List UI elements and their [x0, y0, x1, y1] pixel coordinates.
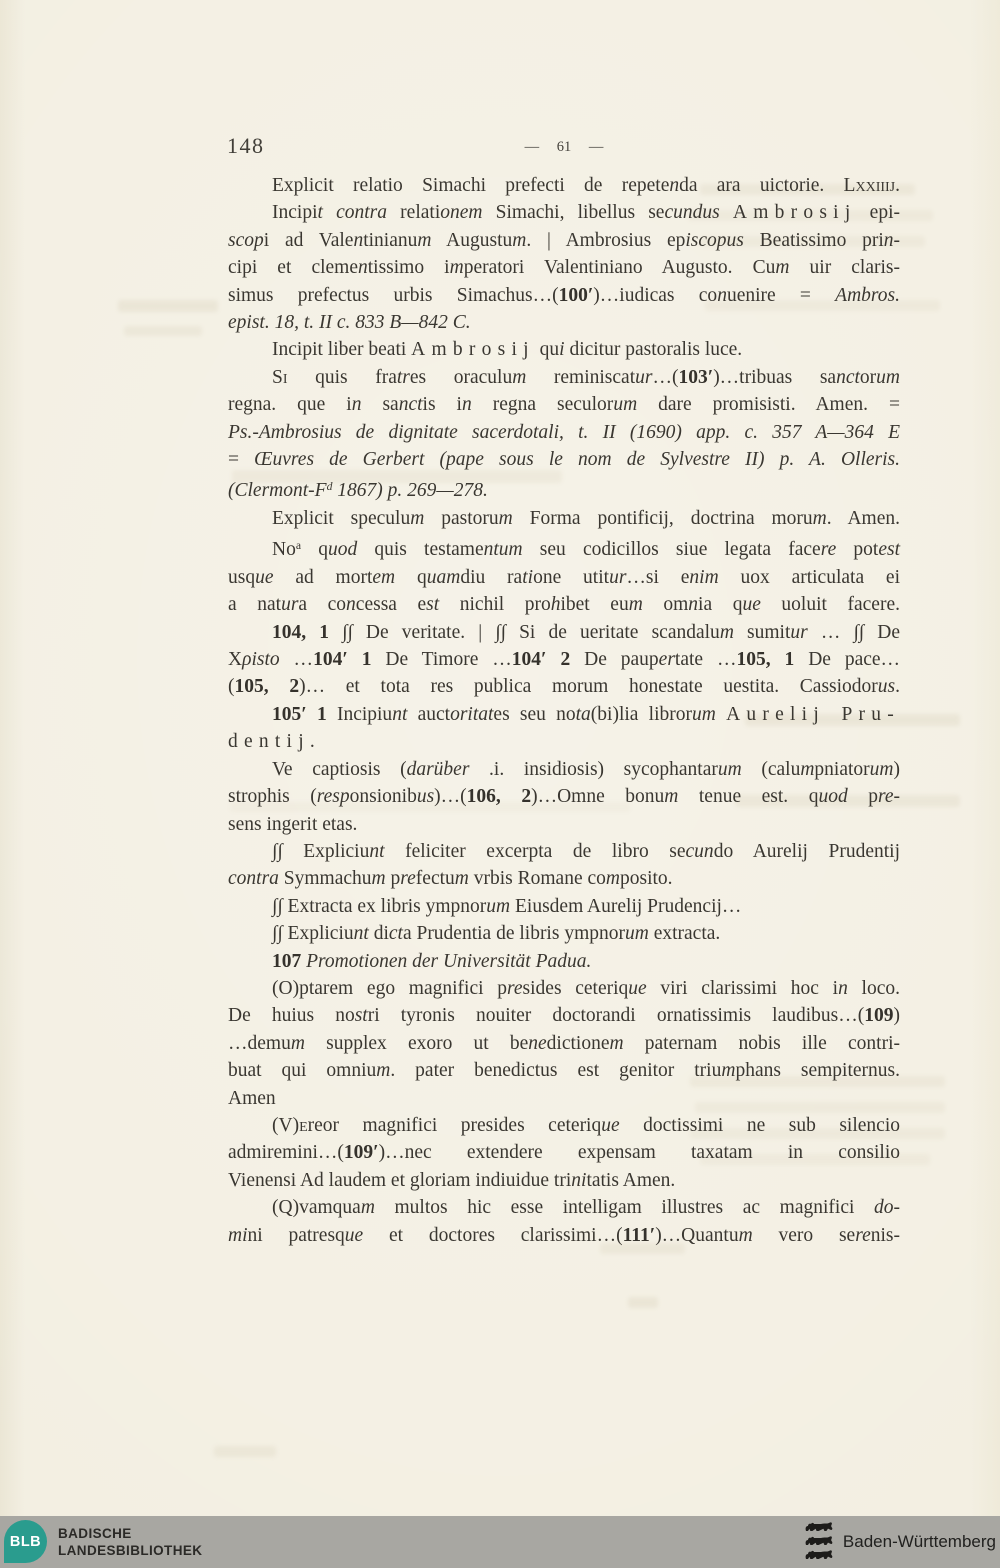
library-name-line2: LANDESBIBLIOTHEK: [58, 1543, 203, 1558]
text-line: cipi et clementissimo imperatori Valentiniano Augusto. Cum uir claris-: [228, 257, 900, 279]
text-line: admiremini…(109′)…nec extendere expensam taxatam in consilio: [228, 1142, 900, 1164]
paragraph: [228, 920, 900, 947]
text-line: ∫∫ Extracta ex libris ympnorum Eiusdem Aurelij Prudencij…: [272, 895, 742, 917]
text-line: 107 Promotionen der Universität Padua.: [272, 950, 592, 972]
text-line: Ve captiosis (darüber .i. insidiosis) sycophantarum (calumpniatorum): [272, 758, 900, 780]
paragraph: [228, 199, 900, 336]
text-line: mini patresque et doctores clarissimi…(111′)…Quantum vero serenis-: [228, 1224, 900, 1246]
text-line: ∫∫ Expliciunt dicta Prudentia de libris ympnorum extracta.: [272, 923, 721, 945]
paragraph: [228, 619, 900, 701]
text-line: Incipit liber beati Ambrosij qui dicitur pastoralis luce.: [272, 339, 743, 361]
text-line: sens ingerit etas.: [228, 813, 358, 835]
footer-bar: [0, 1516, 1000, 1568]
text-line: ∫∫ Expliciunt feliciter excerpta de libro secundo Aurelij Prudentij: [272, 840, 900, 862]
paragraph: [228, 838, 900, 893]
paragraph: [228, 364, 900, 505]
text-line: ($Clermont-F^d$ 1867) p. 269—278.: [228, 480, 488, 502]
running-head-page-number: — 61 —: [524, 139, 604, 155]
text-block: [228, 172, 900, 1249]
text-line: regna. que in sanctis in regna seculorum dare promisisti. Amen. =: [228, 394, 900, 416]
text-line: Incipit contra relationem Simachi, libellus secundus Ambrosij epi-: [272, 202, 900, 224]
text-line: usque ad mortem quamdiu ratione utitur…si enim uox articulata ei: [228, 566, 900, 588]
text-line: a natura concessa est nichil prohibet eum omnia que uoluit facere.: [228, 594, 900, 616]
text-line: (O)ptarem ego magnifici presides ceterique viri clarissimi hoc in loco.: [272, 977, 900, 999]
library-name-line1: BADISCHE: [58, 1526, 132, 1541]
ghost-text: [214, 1446, 276, 1457]
text-line: …demum supplex exoro ut benedictionem paternam nobis ille contri-: [228, 1032, 900, 1054]
text-line: Ps.-Ambrosius de dignitate sacerdotali, t. II (1690) app. c. 357 A—364 E: [228, 421, 900, 443]
paragraph: [228, 756, 900, 838]
ghost-text: [628, 1297, 658, 1308]
paragraph: [228, 701, 900, 756]
library-name: [58, 1525, 202, 1559]
text-line: dentij.: [228, 731, 321, 753]
paragraph: [228, 172, 900, 199]
text-line: No$^a$ quod quis testamentum seu codicillos siue legata facere potest: [272, 539, 900, 561]
text-line: Xρisto …104′ 1 De Timore …104′ 2 De paupertate …105, 1 De pace…: [228, 649, 901, 671]
text-line: strophis (responsionibus)…(106, 2)…Omne bonum tenue est. quod pre-: [228, 786, 901, 808]
text-line: Amen: [228, 1087, 276, 1109]
paragraph: [228, 532, 900, 618]
paragraph: [228, 1112, 900, 1194]
paragraph: [228, 1194, 900, 1249]
blb-logo-icon: [4, 1520, 47, 1563]
text-line: Explicit relatio Simachi prefecti de repetenda ara uictorie. Lxxiiij.: [272, 175, 900, 196]
text-line: = Œuvres de Gerbert (pape sous le nom de Sylvestre II) p. A. Olleris.: [228, 449, 900, 471]
text-line: De huius nostri tyronis nouiter doctorandi ornatissimis laudibus…(109): [228, 1005, 900, 1027]
ghost-text: [118, 300, 218, 312]
paragraph: [228, 336, 900, 363]
folio-number: 148: [227, 133, 265, 158]
text-line: 104, 1 ∫∫ De veritate. | ∫∫ Si de ueritate scandalum sumitur … ∫∫ De: [272, 621, 901, 643]
text-line: epist. 18, t. II c. 833 B—842 C.: [228, 312, 471, 334]
text-line: (Q)vamquam multos hic esse intelligam illustres ac magnifici do-: [272, 1197, 900, 1219]
coat-of-arms-icon: [804, 1520, 834, 1564]
text-line: simus prefectus urbis Simachus…(100′)…iudicas conuenire = Ambros.: [228, 284, 900, 306]
text-line: buat qui omnium. pater benedictus est genitor triumphans sempiternus.: [228, 1060, 900, 1082]
paragraph: [228, 948, 900, 975]
text-line: scopi ad Valentinianum Augustum. | Ambrosius episcopus Beatissimo prin-: [228, 229, 901, 251]
blb-logo-text: BLB: [9, 1533, 42, 1550]
state-branding: [804, 1516, 996, 1568]
text-line: contra Symmachum prefectum vrbis Romane composito.: [228, 868, 673, 890]
text-line: Vienensi Ad laudem et gloriam indiuidue trinitatis Amen.: [228, 1169, 676, 1191]
paragraph: [228, 975, 900, 1112]
paragraph: [228, 505, 900, 532]
text-line: (105, 2)… et tota res publica morum honestate uestita. Cassiodorus.: [228, 676, 901, 698]
text-line: (V)ereor magnifici presides ceterique doctissimi ne sub silencio: [272, 1114, 900, 1136]
ghost-text: [124, 326, 202, 336]
text-line: Explicit speculum pastorum Forma pontificij, doctrina morum. Amen.: [272, 507, 900, 529]
paragraph: [228, 893, 900, 920]
text-line: 105′ 1 Incipiunt auctoritates seu nota(bi)lia librorum Aurelij Pru-: [272, 703, 901, 725]
text-line: Si quis fratres oraculum reminiscatur…(103′)…tribuas sanctorum: [272, 366, 901, 388]
state-name: Baden-Württemberg: [842, 1532, 996, 1551]
